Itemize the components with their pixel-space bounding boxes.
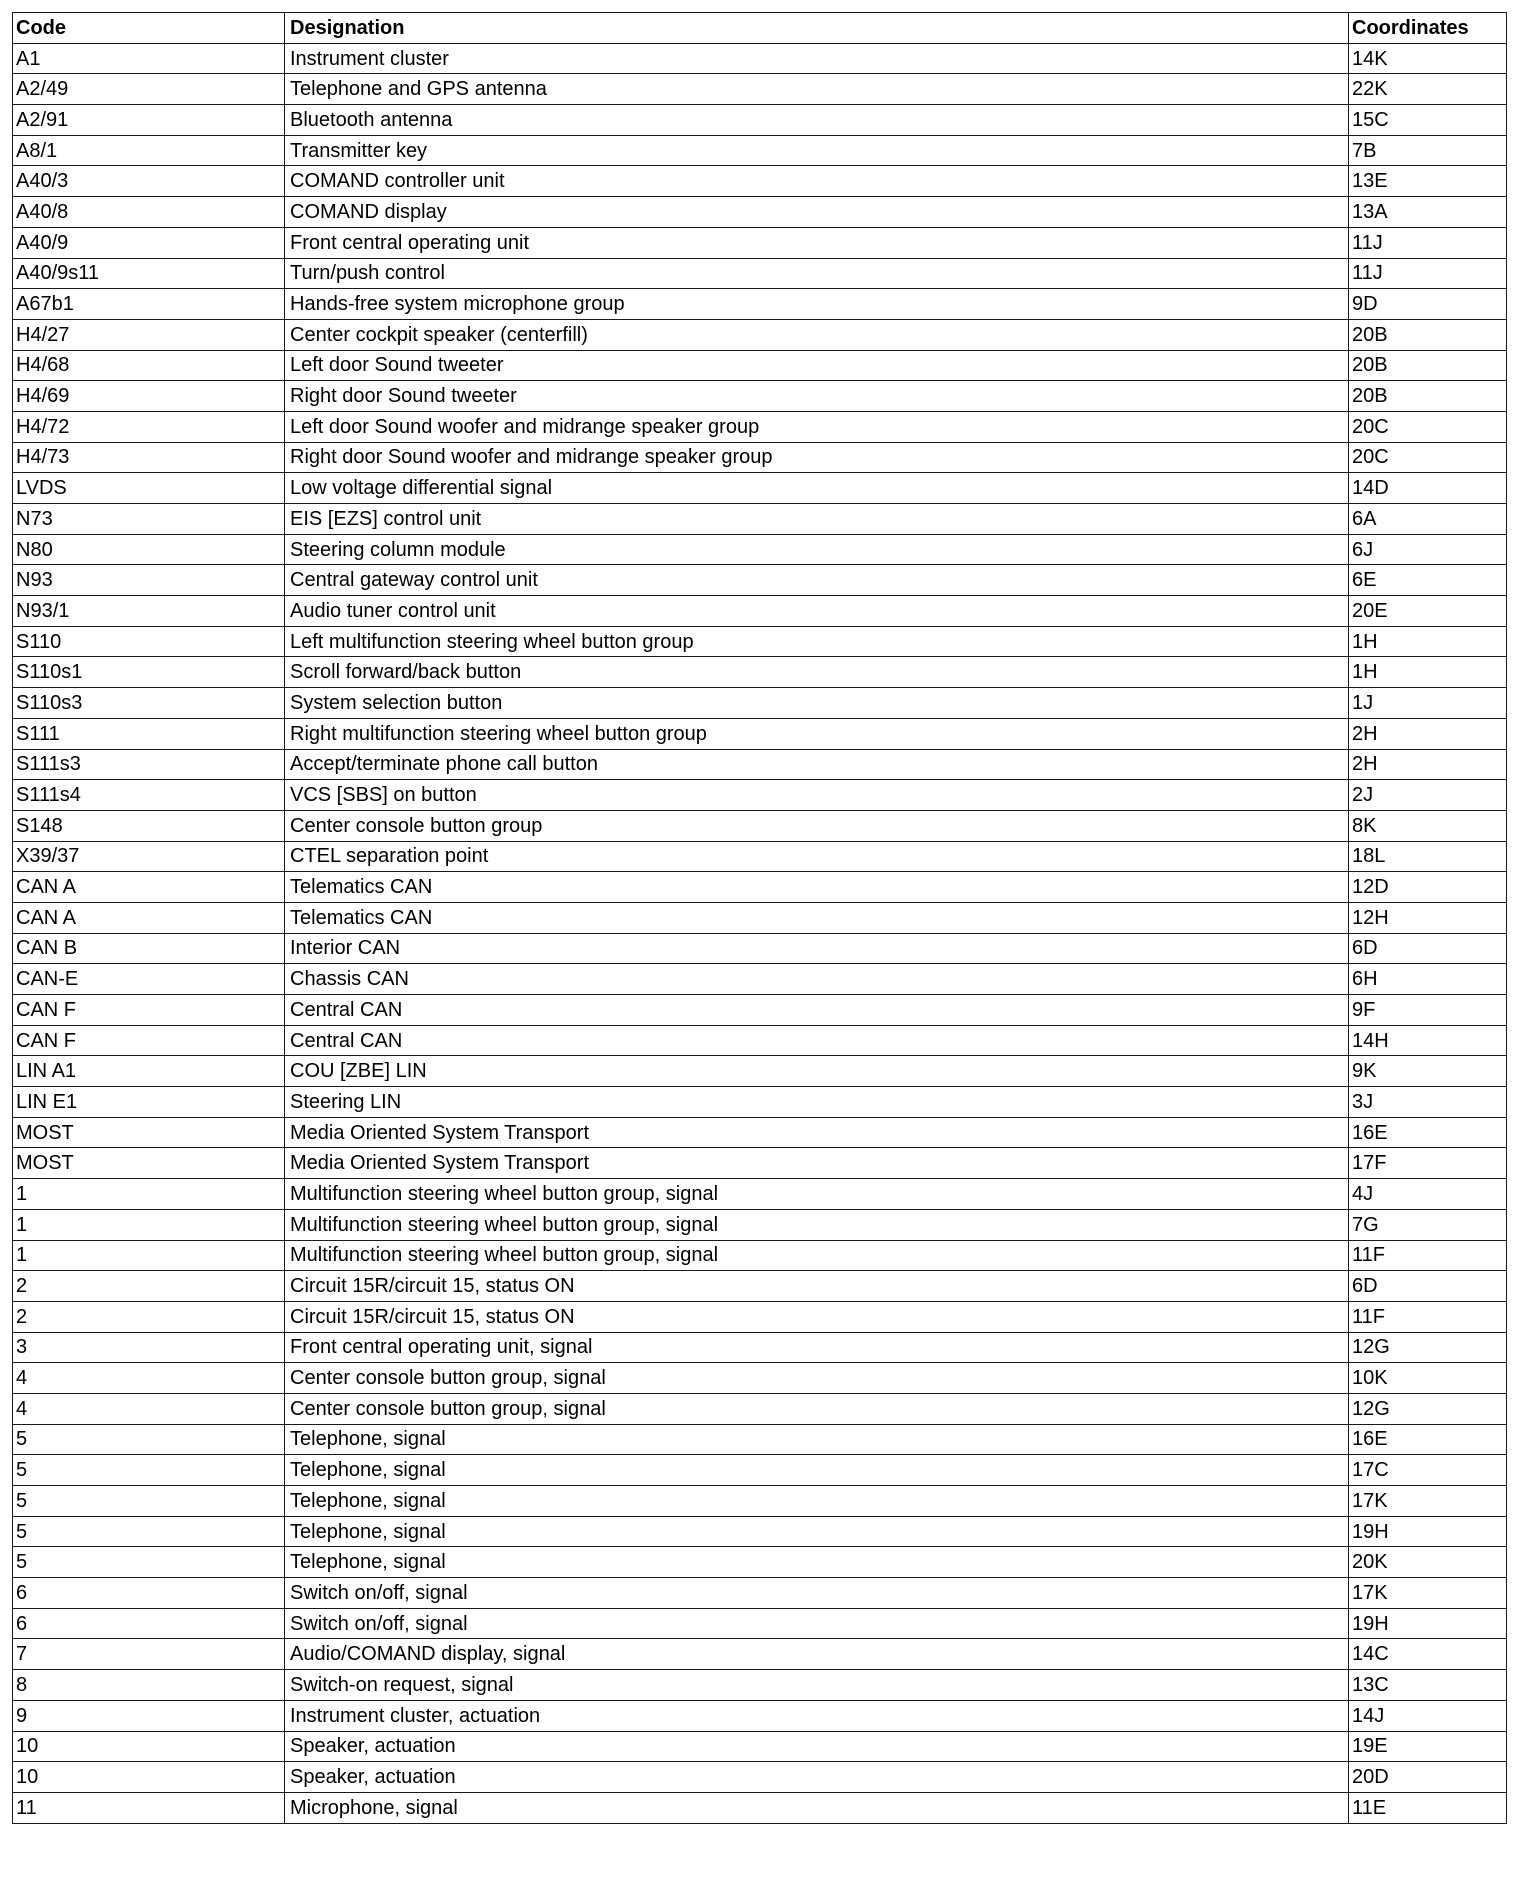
designation-cell: COMAND controller unit <box>285 166 1349 197</box>
code-cell: X39/37 <box>13 841 285 872</box>
legend-table <box>12 12 1507 1824</box>
table-row <box>13 1670 1507 1701</box>
designation-cell: COU [ZBE] LIN <box>285 1056 1349 1087</box>
designation-cell: System selection button <box>285 688 1349 719</box>
coordinates-cell: 2H <box>1349 718 1507 749</box>
designation-cell: CTEL separation point <box>285 841 1349 872</box>
code-cell: 1 <box>13 1209 285 1240</box>
coordinates-cell: 12G <box>1349 1332 1507 1363</box>
table-row <box>13 289 1507 320</box>
table-row <box>13 1792 1507 1823</box>
table-row <box>13 626 1507 657</box>
code-cell: 5 <box>13 1455 285 1486</box>
table-row <box>13 872 1507 903</box>
designation-cell: Telephone and GPS antenna <box>285 74 1349 105</box>
code-cell: N93 <box>13 565 285 596</box>
designation-cell: Switch-on request, signal <box>285 1670 1349 1701</box>
code-cell: CAN F <box>13 1025 285 1056</box>
coordinates-cell: 1J <box>1349 688 1507 719</box>
coordinates-cell: 9F <box>1349 995 1507 1026</box>
table-row <box>13 1486 1507 1517</box>
code-cell: 2 <box>13 1301 285 1332</box>
table-row <box>13 841 1507 872</box>
designation-cell: Steering LIN <box>285 1087 1349 1118</box>
coordinates-cell: 15C <box>1349 105 1507 136</box>
coordinates-cell: 11F <box>1349 1240 1507 1271</box>
coordinates-cell: 11J <box>1349 227 1507 258</box>
coordinates-cell: 17K <box>1349 1486 1507 1517</box>
code-cell: H4/27 <box>13 319 285 350</box>
designation-cell: Instrument cluster, actuation <box>285 1700 1349 1731</box>
designation-cell: Speaker, actuation <box>285 1731 1349 1762</box>
designation-cell: Right multifunction steering wheel button group <box>285 718 1349 749</box>
coordinates-cell: 20B <box>1349 381 1507 412</box>
legend-sheet <box>12 12 1506 1824</box>
designation-cell: EIS [EZS] control unit <box>285 504 1349 535</box>
header-code: Code <box>13 13 285 44</box>
designation-cell: Switch on/off, signal <box>285 1578 1349 1609</box>
coordinates-cell: 6A <box>1349 504 1507 535</box>
coordinates-cell: 20B <box>1349 350 1507 381</box>
code-cell: A40/9 <box>13 227 285 258</box>
designation-cell: Front central operating unit <box>285 227 1349 258</box>
designation-cell: Accept/terminate phone call button <box>285 749 1349 780</box>
coordinates-cell: 14K <box>1349 43 1507 74</box>
code-cell: A67b1 <box>13 289 285 320</box>
table-row <box>13 1393 1507 1424</box>
table-row <box>13 1731 1507 1762</box>
code-cell: 6 <box>13 1578 285 1609</box>
designation-cell: Left door Sound woofer and midrange speaker group <box>285 411 1349 442</box>
designation-cell: Multifunction steering wheel button group, signal <box>285 1240 1349 1271</box>
table-row <box>13 1424 1507 1455</box>
code-cell: MOST <box>13 1148 285 1179</box>
designation-cell: Scroll forward/back button <box>285 657 1349 688</box>
legend-table-header <box>13 13 1507 44</box>
designation-cell: Multifunction steering wheel button group, signal <box>285 1179 1349 1210</box>
code-cell: N80 <box>13 534 285 565</box>
coordinates-cell: 14C <box>1349 1639 1507 1670</box>
table-row <box>13 1179 1507 1210</box>
code-cell: 5 <box>13 1424 285 1455</box>
code-cell: 9 <box>13 1700 285 1731</box>
code-cell: 2 <box>13 1271 285 1302</box>
coordinates-cell: 4J <box>1349 1179 1507 1210</box>
table-row <box>13 1056 1507 1087</box>
designation-cell: Microphone, signal <box>285 1792 1349 1823</box>
coordinates-cell: 12G <box>1349 1393 1507 1424</box>
coordinates-cell: 6D <box>1349 933 1507 964</box>
coordinates-cell: 20D <box>1349 1762 1507 1793</box>
table-row <box>13 258 1507 289</box>
coordinates-cell: 12H <box>1349 902 1507 933</box>
table-row <box>13 74 1507 105</box>
code-cell: N93/1 <box>13 596 285 627</box>
table-row <box>13 1455 1507 1486</box>
designation-cell: Central CAN <box>285 1025 1349 1056</box>
code-cell: S111s4 <box>13 780 285 811</box>
code-cell: 6 <box>13 1608 285 1639</box>
table-row <box>13 749 1507 780</box>
designation-cell: Center console button group <box>285 810 1349 841</box>
table-row <box>13 1117 1507 1148</box>
table-row <box>13 1639 1507 1670</box>
designation-cell: Right door Sound woofer and midrange speaker group <box>285 442 1349 473</box>
code-cell: 5 <box>13 1486 285 1517</box>
code-cell: 11 <box>13 1792 285 1823</box>
code-cell: S148 <box>13 810 285 841</box>
coordinates-cell: 6H <box>1349 964 1507 995</box>
coordinates-cell: 6E <box>1349 565 1507 596</box>
code-cell: CAN F <box>13 995 285 1026</box>
coordinates-cell: 11F <box>1349 1301 1507 1332</box>
coordinates-cell: 9D <box>1349 289 1507 320</box>
designation-cell: Circuit 15R/circuit 15, status ON <box>285 1271 1349 1302</box>
coordinates-cell: 12D <box>1349 872 1507 903</box>
table-row <box>13 504 1507 535</box>
designation-cell: Telephone, signal <box>285 1424 1349 1455</box>
designation-cell: Telephone, signal <box>285 1486 1349 1517</box>
table-row <box>13 1301 1507 1332</box>
table-row <box>13 1148 1507 1179</box>
table-row <box>13 166 1507 197</box>
designation-cell: Interior CAN <box>285 933 1349 964</box>
designation-cell: VCS [SBS] on button <box>285 780 1349 811</box>
designation-cell: Telephone, signal <box>285 1547 1349 1578</box>
designation-cell: Multifunction steering wheel button group, signal <box>285 1209 1349 1240</box>
designation-cell: Telephone, signal <box>285 1516 1349 1547</box>
table-row <box>13 964 1507 995</box>
designation-cell: Left door Sound tweeter <box>285 350 1349 381</box>
coordinates-cell: 20C <box>1349 411 1507 442</box>
designation-cell: Front central operating unit, signal <box>285 1332 1349 1363</box>
coordinates-cell: 17F <box>1349 1148 1507 1179</box>
coordinates-cell: 11J <box>1349 258 1507 289</box>
designation-cell: Instrument cluster <box>285 43 1349 74</box>
designation-cell: COMAND display <box>285 197 1349 228</box>
coordinates-cell: 20E <box>1349 596 1507 627</box>
code-cell: 4 <box>13 1363 285 1394</box>
coordinates-cell: 16E <box>1349 1117 1507 1148</box>
code-cell: CAN-E <box>13 964 285 995</box>
coordinates-cell: 13E <box>1349 166 1507 197</box>
table-row <box>13 1209 1507 1240</box>
coordinates-cell: 20B <box>1349 319 1507 350</box>
code-cell: 5 <box>13 1547 285 1578</box>
coordinates-cell: 3J <box>1349 1087 1507 1118</box>
code-cell: H4/68 <box>13 350 285 381</box>
code-cell: 1 <box>13 1179 285 1210</box>
designation-cell: Central CAN <box>285 995 1349 1026</box>
code-cell: S111s3 <box>13 749 285 780</box>
table-row <box>13 933 1507 964</box>
table-row <box>13 1240 1507 1271</box>
coordinates-cell: 16E <box>1349 1424 1507 1455</box>
code-cell: 5 <box>13 1516 285 1547</box>
table-row <box>13 105 1507 136</box>
table-row <box>13 1762 1507 1793</box>
table-row <box>13 1516 1507 1547</box>
table-row <box>13 596 1507 627</box>
designation-cell: Switch on/off, signal <box>285 1608 1349 1639</box>
code-cell: A40/8 <box>13 197 285 228</box>
coordinates-cell: 19H <box>1349 1516 1507 1547</box>
coordinates-cell: 20K <box>1349 1547 1507 1578</box>
table-row <box>13 1578 1507 1609</box>
coordinates-cell: 19E <box>1349 1731 1507 1762</box>
designation-cell: Transmitter key <box>285 135 1349 166</box>
table-row <box>13 1025 1507 1056</box>
coordinates-cell: 14H <box>1349 1025 1507 1056</box>
designation-cell: Chassis CAN <box>285 964 1349 995</box>
coordinates-cell: 18L <box>1349 841 1507 872</box>
designation-cell: Center console button group, signal <box>285 1363 1349 1394</box>
header-row <box>13 13 1507 44</box>
designation-cell: Center console button group, signal <box>285 1393 1349 1424</box>
coordinates-cell: 14D <box>1349 473 1507 504</box>
code-cell: 3 <box>13 1332 285 1363</box>
coordinates-cell: 7B <box>1349 135 1507 166</box>
designation-cell: Center cockpit speaker (centerfill) <box>285 319 1349 350</box>
coordinates-cell: 13A <box>1349 197 1507 228</box>
code-cell: 7 <box>13 1639 285 1670</box>
coordinates-cell: 2J <box>1349 780 1507 811</box>
coordinates-cell: 17C <box>1349 1455 1507 1486</box>
table-row <box>13 135 1507 166</box>
code-cell: A8/1 <box>13 135 285 166</box>
code-cell: S110s1 <box>13 657 285 688</box>
table-row <box>13 227 1507 258</box>
designation-cell: Audio/COMAND display, signal <box>285 1639 1349 1670</box>
coordinates-cell: 1H <box>1349 657 1507 688</box>
coordinates-cell: 7G <box>1349 1209 1507 1240</box>
table-row <box>13 718 1507 749</box>
designation-cell: Circuit 15R/circuit 15, status ON <box>285 1301 1349 1332</box>
code-cell: A40/3 <box>13 166 285 197</box>
coordinates-cell: 10K <box>1349 1363 1507 1394</box>
legend-table-body <box>13 43 1507 1823</box>
coordinates-cell: 22K <box>1349 74 1507 105</box>
designation-cell: Speaker, actuation <box>285 1762 1349 1793</box>
code-cell: MOST <box>13 1117 285 1148</box>
code-cell: LVDS <box>13 473 285 504</box>
code-cell: H4/72 <box>13 411 285 442</box>
code-cell: CAN A <box>13 902 285 933</box>
coordinates-cell: 14J <box>1349 1700 1507 1731</box>
table-row <box>13 688 1507 719</box>
table-row <box>13 534 1507 565</box>
table-row <box>13 197 1507 228</box>
code-cell: LIN E1 <box>13 1087 285 1118</box>
designation-cell: Low voltage differential signal <box>285 473 1349 504</box>
coordinates-cell: 6D <box>1349 1271 1507 1302</box>
table-row <box>13 1363 1507 1394</box>
table-row <box>13 657 1507 688</box>
table-row <box>13 902 1507 933</box>
code-cell: 10 <box>13 1731 285 1762</box>
coordinates-cell: 17K <box>1349 1578 1507 1609</box>
designation-cell: Steering column module <box>285 534 1349 565</box>
designation-cell: Telephone, signal <box>285 1455 1349 1486</box>
coordinates-cell: 13C <box>1349 1670 1507 1701</box>
table-row <box>13 995 1507 1026</box>
code-cell: H4/69 <box>13 381 285 412</box>
table-row <box>13 411 1507 442</box>
table-row <box>13 442 1507 473</box>
coordinates-cell: 11E <box>1349 1792 1507 1823</box>
coordinates-cell: 19H <box>1349 1608 1507 1639</box>
code-cell: H4/73 <box>13 442 285 473</box>
table-row <box>13 43 1507 74</box>
coordinates-cell: 2H <box>1349 749 1507 780</box>
table-row <box>13 319 1507 350</box>
code-cell: LIN A1 <box>13 1056 285 1087</box>
designation-cell: Telematics CAN <box>285 902 1349 933</box>
header-designation: Designation <box>285 13 1349 44</box>
coordinates-cell: 1H <box>1349 626 1507 657</box>
table-row <box>13 1087 1507 1118</box>
coordinates-cell: 20C <box>1349 442 1507 473</box>
code-cell: 1 <box>13 1240 285 1271</box>
table-row <box>13 565 1507 596</box>
code-cell: A2/91 <box>13 105 285 136</box>
designation-cell: Telematics CAN <box>285 872 1349 903</box>
designation-cell: Central gateway control unit <box>285 565 1349 596</box>
designation-cell: Bluetooth antenna <box>285 105 1349 136</box>
code-cell: S110 <box>13 626 285 657</box>
table-row <box>13 1547 1507 1578</box>
designation-cell: Turn/push control <box>285 258 1349 289</box>
code-cell: A2/49 <box>13 74 285 105</box>
code-cell: S110s3 <box>13 688 285 719</box>
code-cell: A1 <box>13 43 285 74</box>
table-row <box>13 381 1507 412</box>
table-row <box>13 350 1507 381</box>
table-row <box>13 1700 1507 1731</box>
header-coordinates: Coordinates <box>1349 13 1507 44</box>
table-row <box>13 780 1507 811</box>
coordinates-cell: 9K <box>1349 1056 1507 1087</box>
designation-cell: Media Oriented System Transport <box>285 1117 1349 1148</box>
coordinates-cell: 8K <box>1349 810 1507 841</box>
designation-cell: Left multifunction steering wheel button group <box>285 626 1349 657</box>
code-cell: A40/9s11 <box>13 258 285 289</box>
code-cell: 4 <box>13 1393 285 1424</box>
table-row <box>13 810 1507 841</box>
table-row <box>13 1332 1507 1363</box>
table-row <box>13 1608 1507 1639</box>
designation-cell: Right door Sound tweeter <box>285 381 1349 412</box>
code-cell: CAN A <box>13 872 285 903</box>
designation-cell: Media Oriented System Transport <box>285 1148 1349 1179</box>
coordinates-cell: 6J <box>1349 534 1507 565</box>
code-cell: 10 <box>13 1762 285 1793</box>
code-cell: N73 <box>13 504 285 535</box>
table-row <box>13 1271 1507 1302</box>
designation-cell: Hands-free system microphone group <box>285 289 1349 320</box>
designation-cell: Audio tuner control unit <box>285 596 1349 627</box>
table-row <box>13 473 1507 504</box>
code-cell: 8 <box>13 1670 285 1701</box>
code-cell: S111 <box>13 718 285 749</box>
code-cell: CAN B <box>13 933 285 964</box>
